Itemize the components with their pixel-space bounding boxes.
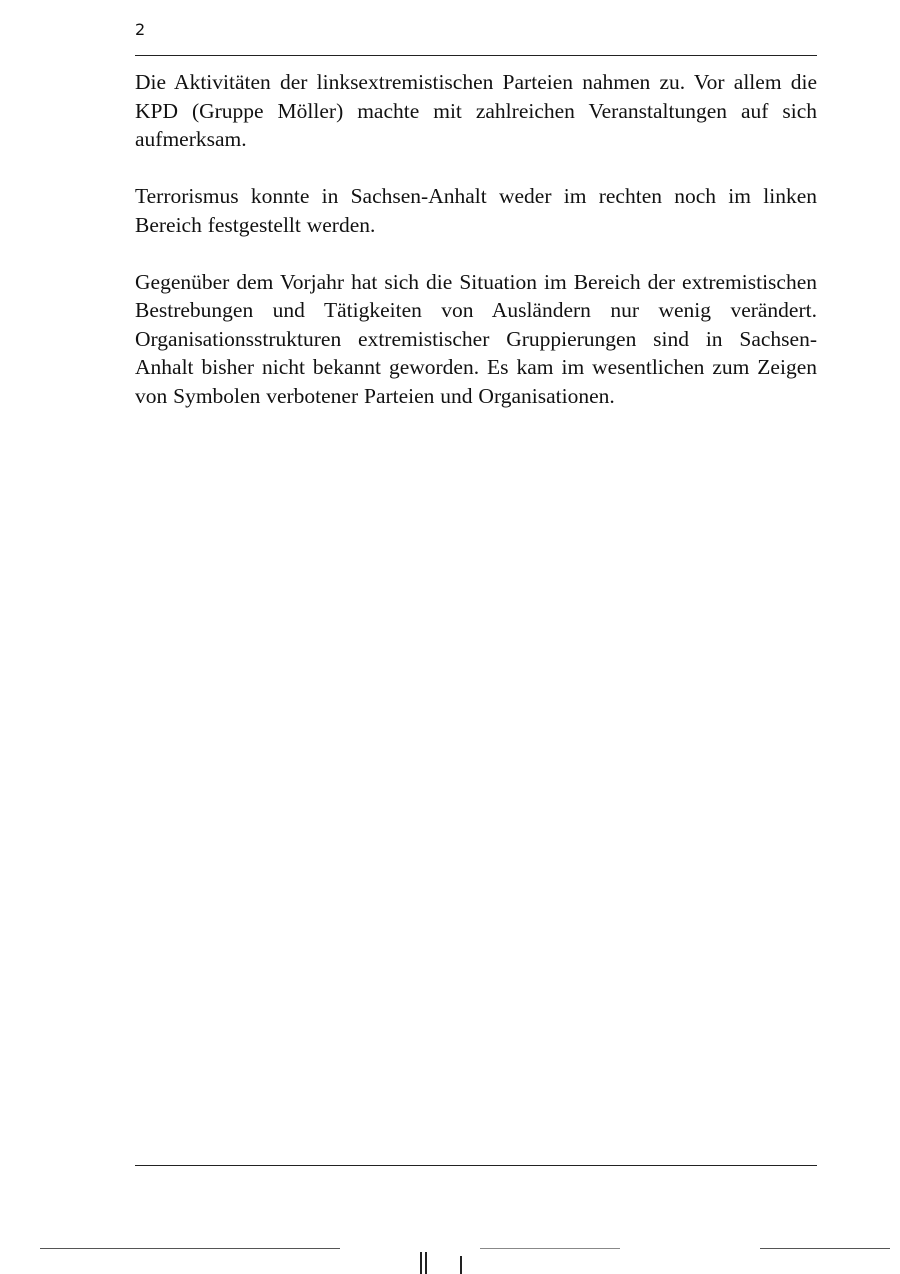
scan-artifact-mark (460, 1256, 462, 1274)
page-number: 2 (135, 20, 146, 39)
scan-artifact-line (480, 1248, 620, 1249)
header-rule (135, 55, 817, 56)
paragraph-left-extremism: Die Aktivitäten der linksextremistischen Parteien nahmen zu. Vor allem die KPD (Gruppe Möller) machte mit zahlreichen Veranstaltungen auf sich aufmerksam. (135, 70, 817, 151)
scan-artifact-mark (425, 1252, 427, 1274)
paragraph-terrorism: Terrorismus konnte in Sachsen-Anhalt weder im rechten noch im linken Bereich festgestellt werden. (135, 184, 817, 237)
paragraph-foreigners: Gegenüber dem Vorjahr hat sich die Situation im Bereich der extremistischen Bestrebungen und Tätigkeiten von Ausländern nur wenig verändert. Organisationsstrukturen extremistischer Gruppierungen sind in Sachsen-Anhalt bisher nicht bekannt geworden. Es kam im wesentlichen zum Zeigen von Symbolen verbotener Parteien und Organisationen. (135, 269, 817, 408)
scan-artifact-mark (420, 1252, 422, 1274)
footer-rule (135, 1165, 817, 1166)
scan-artifact-line (760, 1248, 890, 1249)
scan-artifact-line (40, 1248, 340, 1249)
body-text (135, 68, 817, 439)
